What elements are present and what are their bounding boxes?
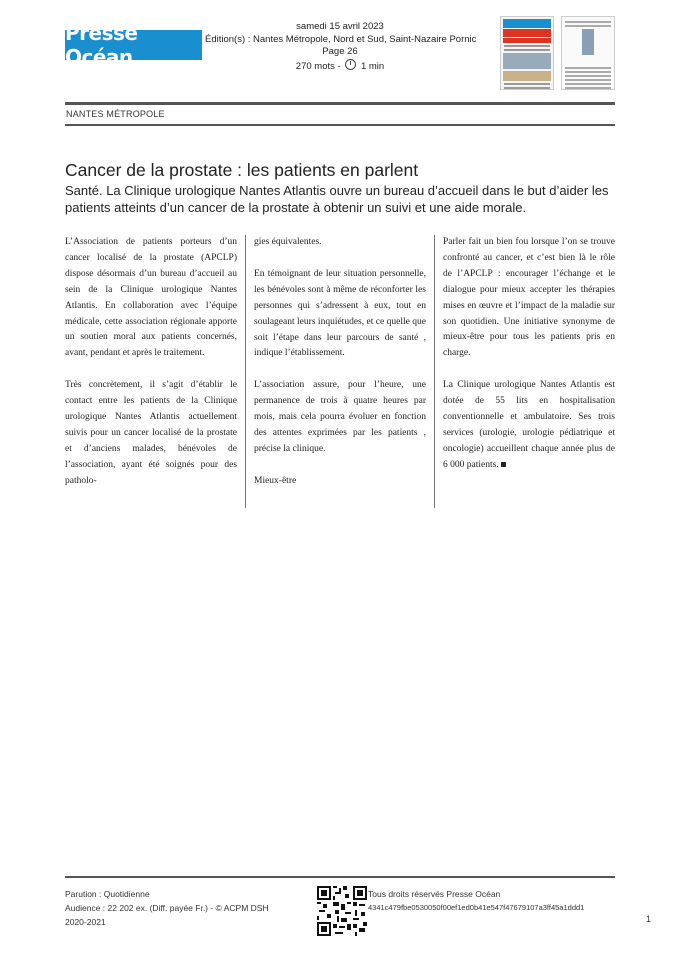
clock-icon: [345, 59, 356, 70]
footer-rights: [368, 887, 584, 915]
word-count-row: [205, 59, 475, 74]
word-count: 270 mots -: [295, 60, 341, 72]
paragraph: L’Association de patients porteurs d’un cancer localisé de la prostate (APCLP) dispose désormais d’un bureau d’accueil au sein de la Clinique urologique Nantes Atlantis. En collaboration avec l’équipe médicale, cette association régionale apporte un soutien moral aux patients concernés, avant, pendant et après le traitement.: [65, 237, 237, 359]
paragraph: Parler fait un bien fou lorsque l’on se trouve confronté au cancer, et c’est bien là le rôle de l’APCLP : encourager l’échange et le dialogue pour mieux accepter les thérapies mises en œuvre et l’impact de la maladie sur son quotidien. Une initiative synonyme de mieux-être pour tous les patients pris en charge.: [443, 237, 615, 359]
footer-info: [65, 887, 269, 929]
article-page-thumbnail: [561, 16, 615, 90]
paragraph-text: La Clinique urologique Nantes Atlantis est dotée de 55 lits en hospitalisation conventionnelle et ambulatoire. Ses trois services (urologie, urologie pédiatrique et oncologie) accueillent chaque année plus de 6 000 patients.: [443, 380, 615, 470]
paragraph: L’association assure, pour l’heure, une permanence de trois à quatre heures par mois, mais cela pourra évoluer en fonction des attentes exprimées par les patients , précise la clinique.: [254, 380, 426, 454]
paragraph: gies équivalentes.: [254, 237, 322, 247]
article-meta: [205, 21, 475, 73]
article-title: Cancer de la prostate : les patients en parlent: [65, 160, 419, 180]
article-column-3: [443, 235, 615, 490]
section-rule: [65, 124, 615, 126]
audience-years: 2020-2021: [65, 917, 106, 927]
publication-date: samedi 15 avril 2023: [296, 21, 384, 32]
page-number-ref: Page 26: [322, 46, 358, 57]
end-of-article-icon: [501, 462, 506, 467]
header-rule: [65, 102, 615, 105]
parution: Parution : Quotidienne: [65, 889, 150, 899]
paragraph: En témoignant de leur situation personnelle, les bénévoles sont à même de réconforter les personnes qui s’adressent à eux, tout en soulageant leurs inquiétudes, et ce quelle que soit l’étape dans leur parcours de santé , indique l’établissement.: [254, 268, 426, 359]
article-column-1: [65, 235, 237, 506]
document-hash: 4341c479fbe0530050f00ef1ed0b41e547f47679107a3ff45a1ddd1: [368, 903, 585, 912]
article-column-2: [254, 235, 426, 506]
front-page-thumbnail: [500, 16, 554, 90]
section-label: NANTES MÉTROPOLE: [66, 109, 165, 119]
paragraph: Très concrètement, il s’agit d’établir le contact entre les patients de la Clinique urologique Nantes Atlantis actuellement suivis pour un cancer localisé de la prostate et d’anciens malades, bénévoles de l’association, ayant été soignés pour des patholo-: [65, 380, 237, 486]
reading-time: 1 min: [360, 60, 385, 72]
editions: Édition(s) : Nantes Métropole, Nord et Sud, Saint-Nazaire Pornic: [205, 33, 477, 45]
article-lead: Santé. La Clinique urologique Nantes Atlantis ouvre un bureau d’accueil dans le but d’aider les patients atteints d’un cancer de la prostate à obtenir un suivi et une aide morale.: [65, 183, 609, 215]
qr-code-icon: [317, 886, 367, 936]
audience: Audience : 22 202 ex. (Diff. payée Fr.) - © ACPM DSH: [65, 903, 269, 913]
column-divider: [434, 235, 435, 508]
column-divider: [245, 235, 246, 508]
page-number: 1: [646, 914, 652, 924]
footer-rule: [65, 876, 615, 878]
subheading: Mieux-être: [254, 475, 297, 486]
rights-notice: Tous droits réservés Presse Océan: [368, 889, 501, 899]
paragraph-last: [443, 378, 615, 473]
presse-ocean-logo: Presse Océan: [65, 30, 202, 60]
